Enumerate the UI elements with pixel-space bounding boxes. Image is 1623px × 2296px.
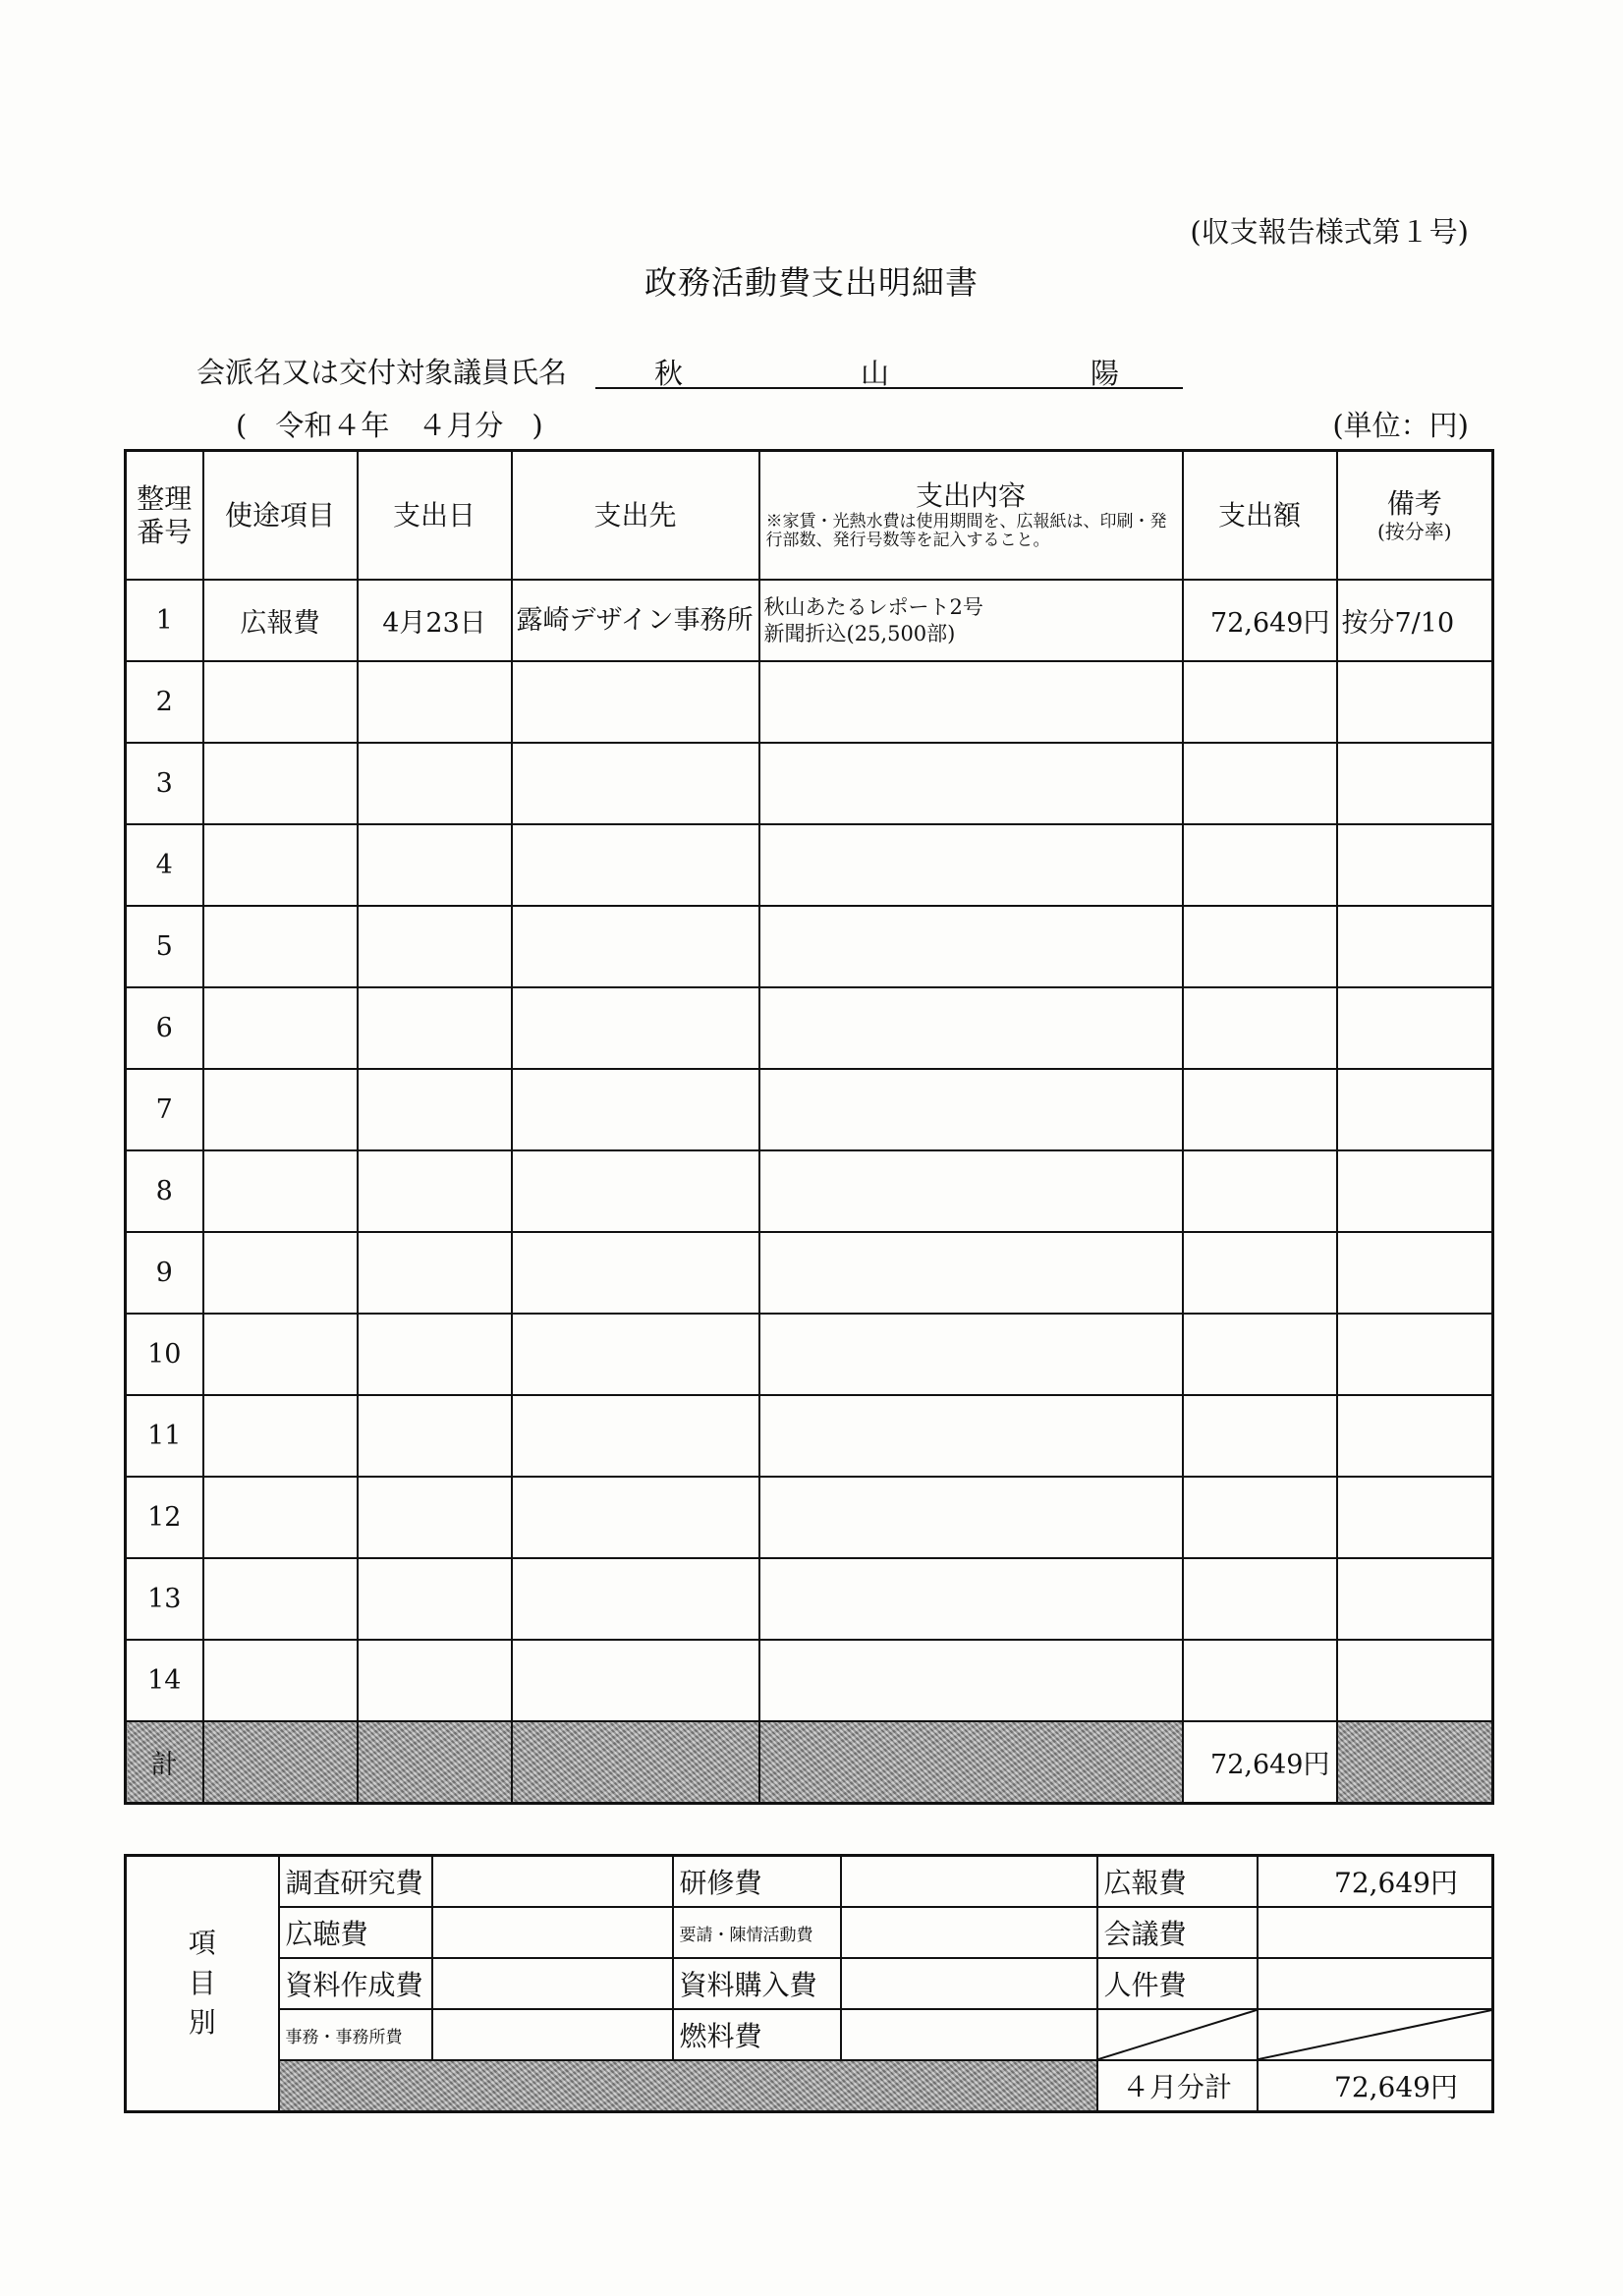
table-header-row [126, 451, 1493, 581]
row-content [759, 580, 1183, 661]
row-content-line2: 新聞折込(25,500部) [763, 621, 956, 645]
total-amount: 72,649円 [1183, 1721, 1337, 1804]
row-amount [1183, 824, 1337, 906]
row-date [358, 661, 512, 743]
row-amount [1183, 906, 1337, 987]
table-row [126, 1640, 1493, 1721]
row-date [358, 1150, 512, 1232]
row-amount [1183, 987, 1337, 1069]
header-date: 支出日 [358, 451, 512, 581]
row-number: 7 [126, 1069, 203, 1150]
table-row [126, 824, 1493, 906]
summary-value [841, 2009, 1097, 2060]
member-name-label: 会派名又は交付対象議員氏名 [196, 356, 568, 389]
row-amount [1183, 1395, 1337, 1477]
row-number: 2 [126, 661, 203, 743]
row-content [759, 1150, 1183, 1232]
summary-label: 会議費 [1097, 1907, 1258, 1958]
summary-label: 調査研究費 [279, 1856, 432, 1908]
summary-label: 研修費 [673, 1856, 841, 1908]
shaded-cell [1337, 1721, 1493, 1804]
row-amount [1183, 1232, 1337, 1314]
header-remarks: 備考 (按分率) [1337, 451, 1493, 581]
monthly-total-label: ４月分計 [1097, 2060, 1258, 2112]
row-number: 5 [126, 906, 203, 987]
table-row [126, 1395, 1493, 1477]
row-content [759, 1069, 1183, 1150]
table-row [126, 1232, 1493, 1314]
member-name-char-2: 山 [861, 357, 890, 390]
header-remarks-sub: (按分率) [1376, 520, 1452, 544]
row-amount [1183, 661, 1337, 743]
row-remarks [1337, 987, 1493, 1069]
row-amount [1183, 743, 1337, 824]
total-label: 計 [126, 1721, 203, 1804]
row-content-line1: 秋山あたるレポート2号 [763, 595, 983, 620]
row-date [358, 1232, 512, 1314]
row-content [759, 1395, 1183, 1477]
row-content [759, 987, 1183, 1069]
row-date [358, 1477, 512, 1558]
row-remarks [1337, 1232, 1493, 1314]
row-content [759, 1477, 1183, 1558]
row-payee [512, 1477, 759, 1558]
form-number: (収支報告様式第１号) [1190, 215, 1469, 249]
summary-value [841, 1856, 1097, 1908]
row-date [358, 1640, 512, 1721]
row-content [759, 1558, 1183, 1640]
header-amount: 支出額 [1183, 451, 1337, 581]
row-amount [1183, 1314, 1337, 1395]
row-category [203, 1314, 358, 1395]
summary-value [841, 1958, 1097, 2009]
row-content [759, 824, 1183, 906]
summary-label: 要請・陳情活動費 [673, 1907, 841, 1958]
table-row [126, 1150, 1493, 1232]
summary-label: 人件費 [1097, 1958, 1258, 2009]
row-number: 4 [126, 824, 203, 906]
row-category [203, 1558, 358, 1640]
row-remarks [1337, 1395, 1493, 1477]
summary-value [432, 1856, 673, 1908]
summary-label: 資料作成費 [279, 1958, 432, 2009]
row-remarks [1337, 824, 1493, 906]
diagonal-blank-cell [1258, 2009, 1493, 2060]
row-amount [1183, 1558, 1337, 1640]
row-number: 12 [126, 1477, 203, 1558]
row-remarks [1337, 743, 1493, 824]
row-category [203, 987, 358, 1069]
header-no: 整理番号 [126, 451, 203, 581]
row-amount [1183, 1150, 1337, 1232]
row-number: 1 [126, 580, 203, 661]
row-remarks [1337, 1314, 1493, 1395]
row-number: 10 [126, 1314, 203, 1395]
row-category [203, 1395, 358, 1477]
header-content-title: 支出内容 [915, 479, 1026, 513]
row-date [358, 743, 512, 824]
summary-value [1258, 1958, 1493, 2009]
row-payee [512, 906, 759, 987]
table-row [126, 1477, 1493, 1558]
row-payee [512, 987, 759, 1069]
row-date [358, 824, 512, 906]
summary-value [432, 1907, 673, 1958]
row-date [358, 1069, 512, 1150]
row-remarks [1337, 1640, 1493, 1721]
row-payee [512, 1150, 759, 1232]
table-row [126, 661, 1493, 743]
row-remarks [1337, 1558, 1493, 1640]
row-payee [512, 1395, 759, 1477]
summary-label: 広報費 [1097, 1856, 1258, 1908]
row-number: 13 [126, 1558, 203, 1640]
row-content [759, 906, 1183, 987]
row-category [203, 743, 358, 824]
row-date [358, 906, 512, 987]
row-number: 14 [126, 1640, 203, 1721]
row-content [759, 743, 1183, 824]
member-name-char-1: 秋 [654, 357, 684, 390]
row-payee [512, 661, 759, 743]
row-number: 11 [126, 1395, 203, 1477]
currency-unit: (単位：円) [1332, 409, 1469, 442]
summary-value [432, 2009, 673, 2060]
row-payee [512, 824, 759, 906]
table-row [126, 743, 1493, 824]
row-payee [512, 743, 759, 824]
row-payee [512, 1314, 759, 1395]
table-row [126, 987, 1493, 1069]
shaded-cell [358, 1721, 512, 1804]
row-content [759, 661, 1183, 743]
row-number: 3 [126, 743, 203, 824]
category-summary-table [124, 1854, 1494, 2113]
row-category [203, 824, 358, 906]
shaded-cell [759, 1721, 1183, 1804]
row-amount [1183, 1477, 1337, 1558]
summary-side-label: 項 目 別 [126, 1856, 279, 2112]
row-content [759, 1232, 1183, 1314]
row-date: 4月23日 [358, 580, 512, 661]
row-remarks [1337, 1477, 1493, 1558]
header-content-note: ※家賃・光熱水費は使用期間を、広報紙は、印刷・発行部数、発行号数等を記入すること。 [765, 511, 1167, 551]
row-number: 6 [126, 987, 203, 1069]
row-amount [1183, 1640, 1337, 1721]
member-name-field [595, 352, 1183, 389]
row-remarks [1337, 661, 1493, 743]
summary-label: 資料購入費 [673, 1958, 841, 2009]
row-content [759, 1314, 1183, 1395]
row-category: 広報費 [203, 580, 358, 661]
member-name-char-3: 陽 [1091, 357, 1120, 390]
row-content [759, 1640, 1183, 1721]
monthly-total-value: 72,649円 [1258, 2060, 1493, 2112]
shaded-cell [203, 1721, 358, 1804]
row-category [203, 1640, 358, 1721]
header-content [759, 451, 1183, 581]
diagonal-blank-cell [1097, 2009, 1258, 2060]
shaded-cell [512, 1721, 759, 1804]
table-row [126, 580, 1493, 661]
summary-label: 事務・事務所費 [279, 2009, 432, 2060]
report-period: ( 令和４年 ４月分 ) [236, 409, 543, 442]
row-remarks [1337, 906, 1493, 987]
summary-value [432, 1958, 673, 2009]
row-amount [1183, 1069, 1337, 1150]
header-payee: 支出先 [512, 451, 759, 581]
row-date [358, 1314, 512, 1395]
row-remarks: 按分7/10 [1337, 580, 1493, 661]
summary-label: 広聴費 [279, 1907, 432, 1958]
table-row [126, 1069, 1493, 1150]
table-row [126, 906, 1493, 987]
row-remarks [1337, 1150, 1493, 1232]
document-title: 政務活動費支出明細書 [644, 263, 979, 302]
table-row [126, 1558, 1493, 1640]
row-date [358, 1395, 512, 1477]
total-row [126, 1721, 1493, 1804]
row-payee [512, 1232, 759, 1314]
row-payee [512, 1069, 759, 1150]
summary-value-publicity: 72,649円 [1258, 1856, 1493, 1908]
row-category [203, 1150, 358, 1232]
row-payee: 露崎デザイン事務所 [512, 580, 759, 661]
row-amount: 72,649円 [1183, 580, 1337, 661]
row-payee [512, 1640, 759, 1721]
row-category [203, 661, 358, 743]
row-category [203, 1232, 358, 1314]
row-category [203, 1069, 358, 1150]
row-category [203, 1477, 358, 1558]
header-category: 使途項目 [203, 451, 358, 581]
shaded-cell [279, 2060, 1097, 2112]
summary-value [841, 1907, 1097, 1958]
row-number: 9 [126, 1232, 203, 1314]
summary-label: 燃料費 [673, 2009, 841, 2060]
table-row [126, 1314, 1493, 1395]
row-category [203, 906, 358, 987]
row-date [358, 1558, 512, 1640]
expense-detail-table [124, 449, 1494, 1805]
row-remarks [1337, 1069, 1493, 1150]
row-payee [512, 1558, 759, 1640]
row-number: 8 [126, 1150, 203, 1232]
row-date [358, 987, 512, 1069]
summary-value [1258, 1907, 1493, 1958]
